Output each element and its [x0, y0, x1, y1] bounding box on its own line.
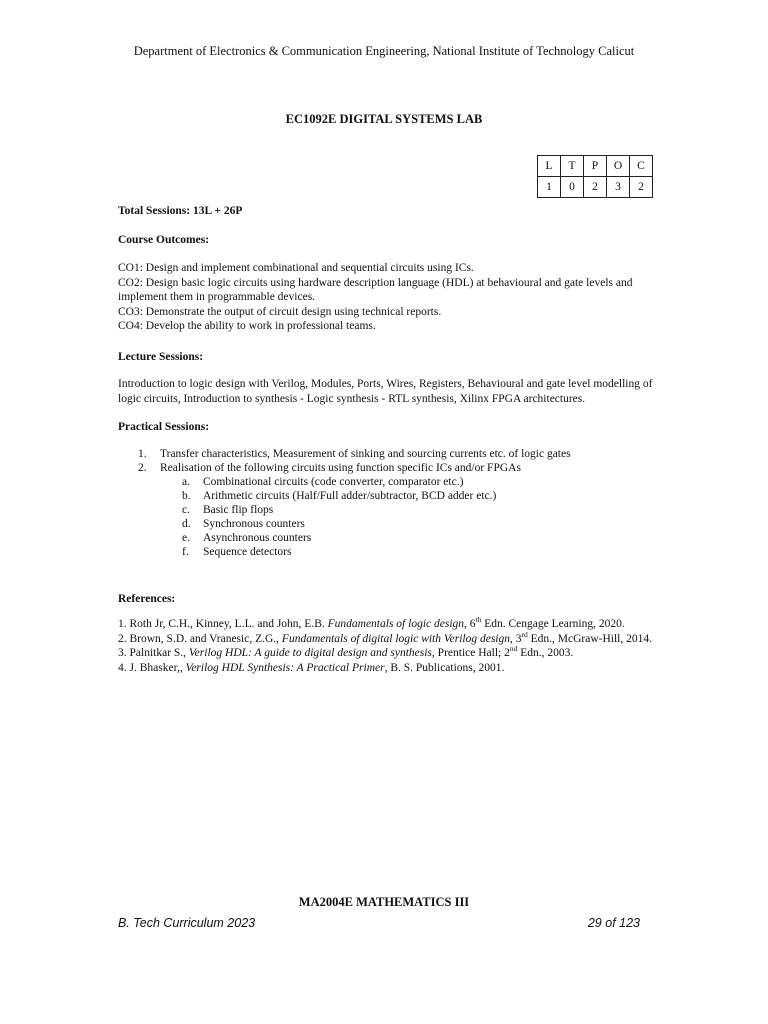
- reference-3-edition: , Prentice Hall; 2: [431, 647, 510, 659]
- lecture-text: [118, 377, 670, 406]
- ltpoc-value-row: [538, 177, 653, 198]
- course-outcomes-list: [118, 261, 670, 334]
- reference-3-title: Verilog HDL: A guide to digital design and synthesis: [188, 647, 432, 659]
- practical-subitem-d: [182, 517, 305, 531]
- reference-2-edition: , 3: [510, 632, 522, 645]
- practical-subitem-e: [182, 531, 312, 545]
- next-course-title: MA2004E MATHEMATICS III: [298, 895, 470, 909]
- footer-page-number: 29 of 123: [587, 916, 640, 930]
- reference-1-edition: , 6: [464, 618, 476, 630]
- reference-3-year: Edn., 2003.: [517, 647, 574, 659]
- ltpoc-value-p: 2: [584, 177, 607, 198]
- co1: CO1: Design and implement combinational and sequential circuits using ICs.: [118, 262, 474, 274]
- lecture-heading: Lecture Sessions:: [118, 351, 204, 363]
- references-heading: References:: [118, 593, 176, 605]
- reference-4-title: Verilog HDL Synthesis: A Practical Primer: [185, 661, 385, 674]
- practical-item-1-num: 1.: [138, 448, 147, 460]
- practical-subitem-f-text: Sequence detectors: [203, 546, 292, 558]
- reference-3-authors: 3. Palnitkar S.,: [118, 647, 189, 659]
- reference-4-publisher: , B. S. Publications, 2001.: [384, 661, 505, 674]
- ltpoc-head-row: [538, 156, 653, 177]
- co2-line1: CO2: Design basic logic circuits using hardware description language (HDL) at behavioural and gate levels and: [118, 276, 633, 289]
- reference-4-authors: 4. J. Bhasker,,: [118, 661, 186, 674]
- references-list: [118, 617, 718, 675]
- reference-1-title: Fundamentals of logic design: [327, 618, 465, 630]
- practical-item-1-text: Transfer characteristics, Measurement of sinking and sourcing currents etc. of logic gates: [160, 448, 571, 460]
- practical-subitem-c: [182, 503, 274, 517]
- practical-subitem-e-text: Asynchronous counters: [203, 532, 312, 544]
- ltpoc-value-o: 3: [607, 177, 630, 198]
- footer-curriculum: B. Tech Curriculum 2023: [118, 916, 256, 930]
- reference-1-edition-sup: th: [475, 615, 482, 625]
- co2-line2: implement them in programmable devices.: [118, 291, 316, 303]
- practical-subitem-d-num: d.: [182, 518, 191, 530]
- reference-3-edition-sup: nd: [509, 644, 518, 654]
- co4: CO4: Develop the ability to work in professional teams.: [118, 320, 376, 332]
- practical-item-2-text: Realisation of the following circuits using function specific ICs and/or FPGAs: [160, 462, 521, 474]
- practical-subitem-d-text: Synchronous counters: [203, 518, 305, 530]
- reference-2-publisher: Edn., McGraw-Hill, 2014.: [527, 632, 652, 645]
- reference-2-title: Fundamentals of digital logic with Verilog design: [281, 632, 510, 645]
- practical-subitem-a-num: a.: [182, 476, 190, 488]
- reference-1: [118, 617, 718, 632]
- ltpoc-head-t: T: [561, 156, 584, 177]
- practical-subitem-f: [182, 545, 292, 559]
- ltpoc-head-l: L: [538, 156, 561, 177]
- reference-1-publisher: Edn. Cengage Learning, 2020.: [481, 618, 625, 630]
- ltpoc-value-l: 1: [538, 177, 561, 198]
- practical-item-2-num: 2.: [138, 462, 147, 474]
- practical-heading: Practical Sessions:: [118, 421, 210, 433]
- practical-subitem-a-text: Combinational circuits (code converter, comparator etc.): [203, 476, 464, 488]
- reference-2: [118, 629, 718, 647]
- ltpoc-value-t: 0: [561, 177, 584, 198]
- ltpoc-head-o: O: [607, 156, 630, 177]
- reference-1-authors: 1. Roth Jr, C.H., Kinney, L.L. and John, E.B.: [118, 618, 328, 630]
- practical-item-2: [138, 461, 521, 475]
- practical-subitem-b: [182, 489, 497, 503]
- practical-subitem-c-num: c.: [182, 504, 190, 516]
- reference-3: [118, 646, 718, 661]
- practical-subitem-b-num: b.: [182, 490, 191, 502]
- lecture-line-2: logic circuits, Introduction to synthesis - Logic synthesis - RTL synthesis, Xilinx FPGA architectures.: [118, 392, 586, 405]
- ltpoc-head-c: C: [630, 156, 653, 177]
- course-outcomes-heading: Course Outcomes:: [118, 234, 210, 246]
- lecture-line-1: Introduction to logic design with Verilog, Modules, Ports, Wires, Registers, Behavioural and gate level modelling of: [118, 378, 653, 390]
- co3: CO3: Demonstrate the output of circuit design using technical reports.: [118, 305, 442, 318]
- practical-subitem-a: [182, 475, 464, 489]
- page-header: Department of Electronics & Communication Engineering, National Institute of Technology Calicut: [133, 44, 635, 58]
- reference-2-edition-sup: rd: [521, 629, 528, 639]
- practical-subitem-f-num: f.: [182, 546, 189, 558]
- reference-2-authors: 2. Brown, S.D. and Vranesic, Z.G.,: [118, 632, 282, 645]
- ltpoc-head-p: P: [584, 156, 607, 177]
- practical-subitem-b-text: Arithmetic circuits (Half/Full adder/subtractor, BCD adder etc.): [203, 490, 497, 502]
- ltpoc-table: [537, 155, 653, 198]
- ltpoc-value-c: 2: [630, 177, 653, 198]
- course-title: EC1092E DIGITAL SYSTEMS LAB: [285, 112, 483, 126]
- practical-item-1: [138, 447, 571, 461]
- reference-4: [118, 661, 718, 676]
- practical-subitem-e-num: e.: [182, 532, 190, 544]
- practical-subitem-c-text: Basic flip flops: [203, 504, 274, 516]
- total-sessions: Total Sessions: 13L + 26P: [118, 205, 243, 217]
